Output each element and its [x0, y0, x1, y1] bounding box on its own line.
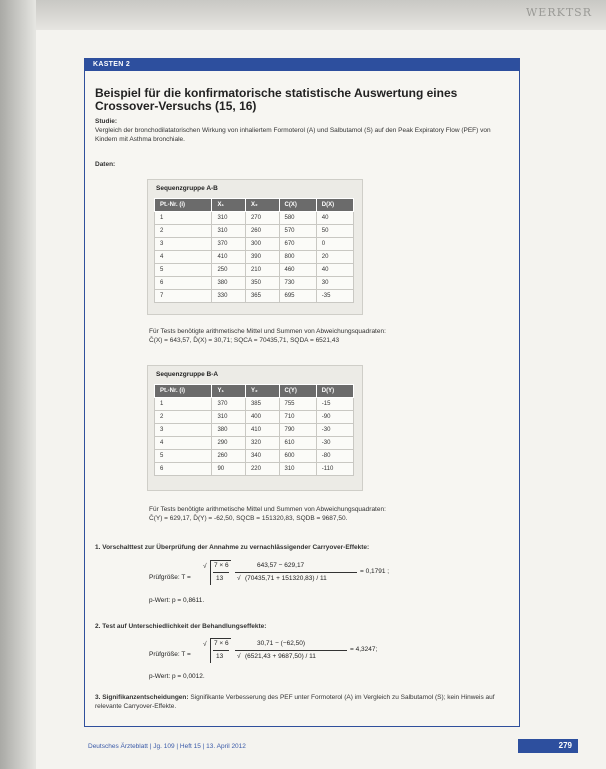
table2-header: Pt.-Nr. (i)	[155, 385, 212, 398]
table-row	[155, 437, 354, 450]
table-cell: 570	[279, 225, 316, 238]
table-cell: 260	[245, 225, 279, 238]
table-cell: 670	[279, 238, 316, 251]
step2-sqrt-fraction-line	[213, 650, 229, 651]
table-cell: 330	[212, 290, 246, 303]
table-cell: 2	[155, 411, 212, 424]
table-cell: 350	[245, 277, 279, 290]
study-label: Studie:	[95, 118, 118, 125]
table-cell: 0	[316, 238, 353, 251]
box-label: KASTEN 2	[85, 59, 519, 71]
table-cell: -15	[316, 398, 353, 411]
step2-sqrt-den: 13	[216, 653, 224, 660]
table-cell: 600	[279, 450, 316, 463]
table-row	[155, 277, 354, 290]
table-cell: 210	[245, 264, 279, 277]
top-strip	[36, 0, 606, 30]
table-row	[155, 463, 354, 476]
table-cell: 320	[245, 437, 279, 450]
step2-den-sqrt: √	[237, 653, 241, 660]
table-row	[155, 450, 354, 463]
table2	[154, 384, 354, 476]
step2-p-value: p-Wert: p = 0,0012.	[149, 673, 205, 680]
table-cell: 310	[279, 463, 316, 476]
step3	[95, 693, 509, 711]
table-cell: -30	[316, 424, 353, 437]
table-cell: 410	[212, 251, 246, 264]
table-row	[155, 212, 354, 225]
t2-note-1: Für Tests benötigte arithmetische Mittel und Summen von Abweichungsquadraten:	[149, 506, 386, 513]
table-cell: 6	[155, 277, 212, 290]
table-cell: 310	[212, 212, 246, 225]
step1-numerator: 643,57 − 629,17	[257, 562, 305, 569]
running-head: WERKTSR	[526, 6, 592, 19]
page-number: 279	[518, 739, 578, 753]
table-cell: 610	[279, 437, 316, 450]
table1-header: Pt.-Nr. (i)	[155, 199, 212, 212]
table-row	[155, 225, 354, 238]
table1	[154, 198, 354, 303]
table-cell: 385	[245, 398, 279, 411]
table-cell: 3	[155, 424, 212, 437]
table1-header: X₂	[245, 199, 279, 212]
table-cell: 250	[212, 264, 246, 277]
table1-header: C(X)	[279, 199, 316, 212]
table-cell: 220	[245, 463, 279, 476]
table-cell: 7	[155, 290, 212, 303]
book-spine-shadow	[0, 0, 36, 769]
table-cell: 380	[212, 277, 246, 290]
table2-panel	[147, 365, 363, 491]
table2-header: C(Y)	[279, 385, 316, 398]
t1-note-1: Für Tests benötigte arithmetische Mittel und Summen von Abweichungsquadraten:	[149, 328, 386, 335]
table-cell: 270	[245, 212, 279, 225]
table-cell: 390	[245, 251, 279, 264]
table-cell: 20	[316, 251, 353, 264]
t2-note-2: C̄(Y) = 629,17, D̄(Y) = -62,50, SQCB = 151320,83, SQDB = 9687,50.	[149, 515, 348, 522]
table-cell: 4	[155, 437, 212, 450]
table-cell: 40	[316, 264, 353, 277]
table-row	[155, 398, 354, 411]
step1-sqrt-fraction-line	[213, 572, 229, 573]
step2-result: = 4,3247;	[350, 646, 378, 653]
table-row	[155, 424, 354, 437]
step1-den-sqrt: √	[237, 575, 241, 582]
table-cell: 2	[155, 225, 212, 238]
table-row	[155, 238, 354, 251]
table-cell: 380	[212, 424, 246, 437]
box-title: Beispiel für die konfirmatorische statistische Auswertung eines Crossover-Versuchs (15, 16)	[95, 86, 458, 113]
step1-sqrt-sign: √	[203, 563, 207, 570]
table-cell: 410	[245, 424, 279, 437]
table1-header-row	[155, 199, 354, 212]
step1-fraction-line	[235, 572, 357, 573]
table-cell: 300	[245, 238, 279, 251]
step1-heading: 1. Vorschalttest zur Überprüfung der Annahme zu vernachlässigender Carryover-Effekte:	[95, 544, 370, 551]
table-cell: 3	[155, 238, 212, 251]
table-cell: -110	[316, 463, 353, 476]
table2-title: Sequenzgruppe B-A	[156, 371, 219, 378]
table-row	[155, 290, 354, 303]
step2-heading: 2. Test auf Unterschiedlichkeit der Behandlungseffekte:	[95, 623, 267, 630]
table-cell: 5	[155, 450, 212, 463]
step2-label: Prüfgröße: T =	[149, 651, 191, 658]
table2-header: D(Y)	[316, 385, 353, 398]
table-cell: -90	[316, 411, 353, 424]
data-label: Daten:	[95, 161, 116, 168]
table-cell: 90	[212, 463, 246, 476]
table-cell: 5	[155, 264, 212, 277]
step3-text: Signifikante Verbesserung des PEF unter Formoterol (A) im Vergleich zu Salbutamol (S); kein Hinweis auf relevante Carryover-Effekte.	[95, 694, 495, 710]
table-row	[155, 251, 354, 264]
step2-fraction-line	[235, 650, 347, 651]
table-cell: 710	[279, 411, 316, 424]
table-cell: -30	[316, 437, 353, 450]
table-cell: 340	[245, 450, 279, 463]
table2-header-row	[155, 385, 354, 398]
table-cell: 755	[279, 398, 316, 411]
table-row	[155, 411, 354, 424]
step1-p-value: p-Wert: p = 0,8611.	[149, 597, 205, 604]
table-cell: 370	[212, 398, 246, 411]
step2-sqrt-num: 7 × 6	[214, 640, 229, 647]
box-2	[84, 58, 520, 727]
step1-sqrt-den: 13	[216, 575, 224, 582]
table1-header: X₁	[212, 199, 246, 212]
table-cell: 695	[279, 290, 316, 303]
table-cell: 790	[279, 424, 316, 437]
table2-header: Y₁	[212, 385, 246, 398]
table-cell: 310	[212, 225, 246, 238]
table-cell: -80	[316, 450, 353, 463]
step1-denominator: (70435,71 + 151320,83) / 11	[245, 575, 327, 582]
step2-sqrt-sign: √	[203, 641, 207, 648]
table-cell: 310	[212, 411, 246, 424]
table-cell: 30	[316, 277, 353, 290]
step2-denominator: (6521,43 + 9687,50) / 11	[245, 653, 316, 660]
table-cell: 370	[212, 238, 246, 251]
step3-heading: 3. Signifikanzentscheidungen:	[95, 694, 189, 701]
study-text: Vergleich der bronchodilatatorischen Wirkung von inhaliertem Formoterol (A) und Salbutamol (S) auf den Peak Expiratory Flow (PEF) von Kindern mit Asthma bronchiale.	[95, 127, 491, 143]
table1-title: Sequenzgruppe A-B	[156, 185, 218, 192]
step1-result: = 0,1791 ;	[360, 568, 390, 575]
footer-citation: Deutsches Ärzteblatt | Jg. 109 | Heft 15 | 13. April 2012	[88, 743, 246, 750]
table-cell: 1	[155, 398, 212, 411]
step1-sqrt-num: 7 × 6	[214, 562, 229, 569]
table-cell: 580	[279, 212, 316, 225]
table2-header: Y₂	[245, 385, 279, 398]
table1-panel	[147, 179, 363, 315]
table-cell: 4	[155, 251, 212, 264]
table-cell: 800	[279, 251, 316, 264]
step1-label: Prüfgröße: T =	[149, 574, 191, 581]
table-cell: 730	[279, 277, 316, 290]
table-cell: 40	[316, 212, 353, 225]
table-cell: 290	[212, 437, 246, 450]
step2-numerator: 30,71 − (−62,50)	[257, 640, 306, 647]
table-cell: 50	[316, 225, 353, 238]
table-cell: 1	[155, 212, 212, 225]
table1-header: D(X)	[316, 199, 353, 212]
table-cell: 260	[212, 450, 246, 463]
table-cell: 365	[245, 290, 279, 303]
table-cell: 400	[245, 411, 279, 424]
table-row	[155, 264, 354, 277]
t1-note-2: C̄(X) = 643,57, D̄(X) = 30,71; SQCA = 70435,71, SQDA = 6521,43	[149, 337, 340, 344]
table-cell: 460	[279, 264, 316, 277]
table-cell: -35	[316, 290, 353, 303]
table-cell: 6	[155, 463, 212, 476]
